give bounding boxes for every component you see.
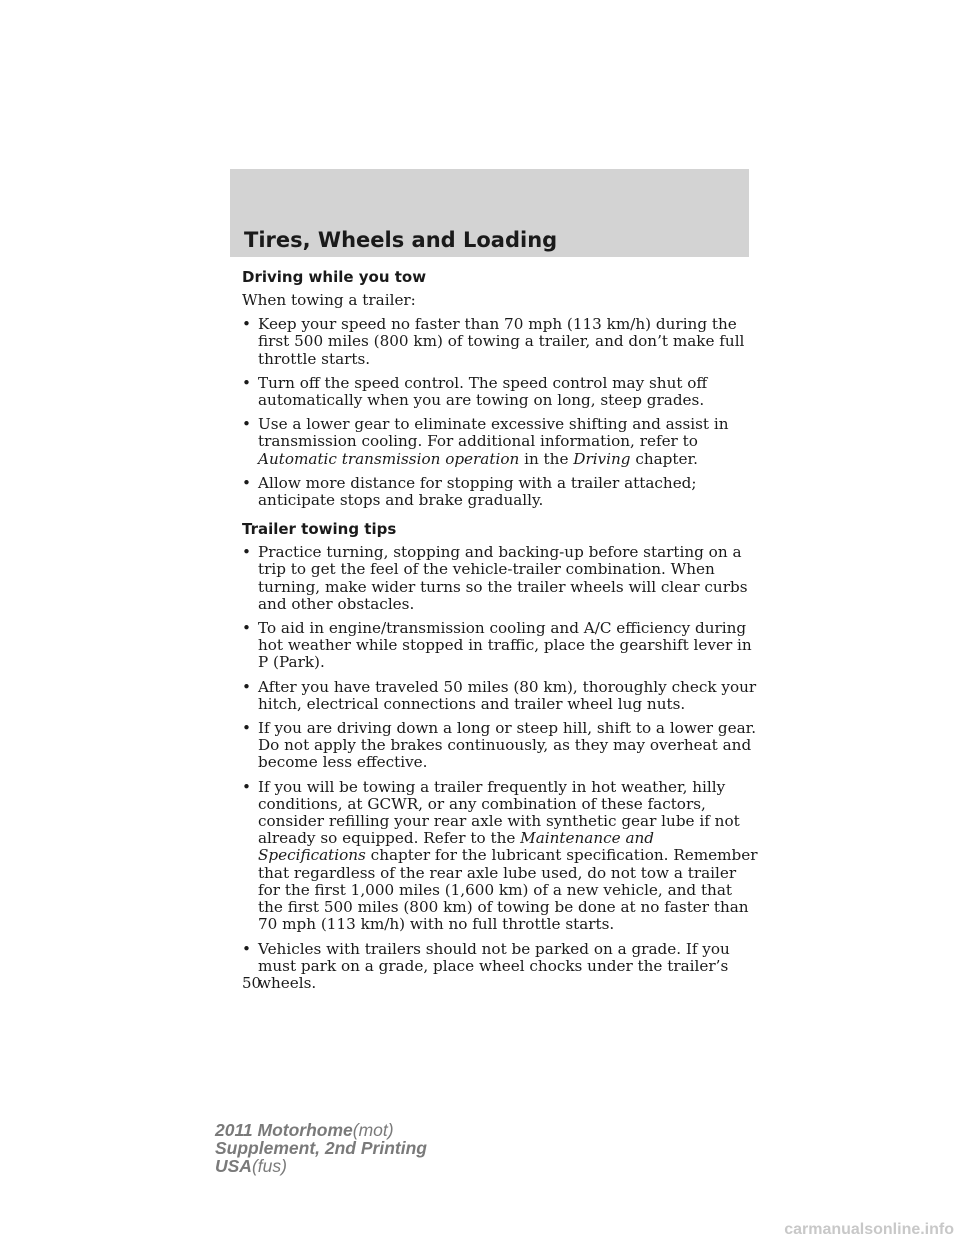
list-item-text: chapter. [630,449,698,468]
list-item: • Allow more distance for stopping with a trailer attached; anticipate stops and brake gradually. [242,475,758,509]
bullet-list-tips [242,544,758,992]
cross-reference-automatic-transmission[interactable]: Automatic transmission operation [258,449,520,468]
watermark: carmanualsonline.info [784,1221,954,1238]
chapter-title: Tires, Wheels and Loading [244,228,558,252]
footer-line-2 [215,1139,427,1157]
cross-reference-maintenance-specifications[interactable]: Maintenance and Specifications [258,829,655,865]
list-item-text: Use a lower gear to eliminate excessive shifting and assist in transmission cooling. For additional information, refer to [258,415,729,451]
list-item [242,779,758,934]
footer-model-code: (mot) [352,1120,394,1140]
print-footer [215,1121,427,1175]
section-heading-trailer-towing-tips: Trailer towing tips [242,520,397,539]
page-content [242,269,758,999]
cross-reference-driving-chapter[interactable]: Driving [573,449,631,468]
list-item: • Practice turning, stopping and backing-up before starting on a trip to get the feel of the vehicle-trailer combination. When turning, make wider turns so the trailer wheels will clear curbs and other obstacles. [242,544,758,613]
footer-market-code: (fus) [251,1156,287,1176]
footer-model: 2011 Motorhome [215,1120,353,1140]
bullet-list-driving [242,316,758,509]
list-item-text: chapter for the lubricant specification. Remember that regardless of the rear axle lube used, do not tow a trailer for the first 1,000 miles (1,600 km) of a new vehicle, and that the first 500 miles (800 km) of towing be done at no faster than 70 mph (113 km/h) with no full throttle starts. [258,846,758,934]
section-intro: When towing a trailer: [242,291,416,309]
footer-line-1 [215,1121,427,1139]
list-item: • To aid in engine/transmission cooling and A/C efficiency during hot weather while stopped in traffic, place the gearshift lever in P (Park). [242,620,758,672]
section-heading-driving-while-you-tow: Driving while you tow [242,268,427,286]
list-item: • After you have traveled 50 miles (80 km), thoroughly check your hitch, electrical connections and trailer wheel lug nuts. [242,679,758,713]
list-item: • Keep your speed no faster than 70 mph (113 km/h) during the first 500 miles (800 km) of towing a trailer, and don’t make full throttle starts. [242,316,758,368]
list-item [242,416,758,468]
footer-market: USA [215,1156,252,1176]
page-number: 50 [242,974,262,992]
list-item: • Turn off the speed control. The speed control may shut off automatically when you are towing on long, steep grades. [242,375,758,409]
footer-line-3 [215,1157,427,1175]
list-item-text: If you will be towing a trailer frequently in hot weather, hilly conditions, at GCWR, or any combination of these factors, consider refilling your rear axle with synthetic gear lube if not already so equipped. Refer to the [258,777,740,848]
list-item-text: in the [519,449,574,468]
list-item: • If you are driving down a long or steep hill, shift to a lower gear. Do not apply the brakes continuously, as they may overheat and become less effective. [242,720,758,772]
chapter-header-bar [230,169,749,257]
footer-printing: Supplement, 2nd Printing [215,1138,427,1158]
list-item: • Vehicles with trailers should not be parked on a grade. If you must park on a grade, place wheel chocks under the trailer’s wheels. [242,941,758,993]
